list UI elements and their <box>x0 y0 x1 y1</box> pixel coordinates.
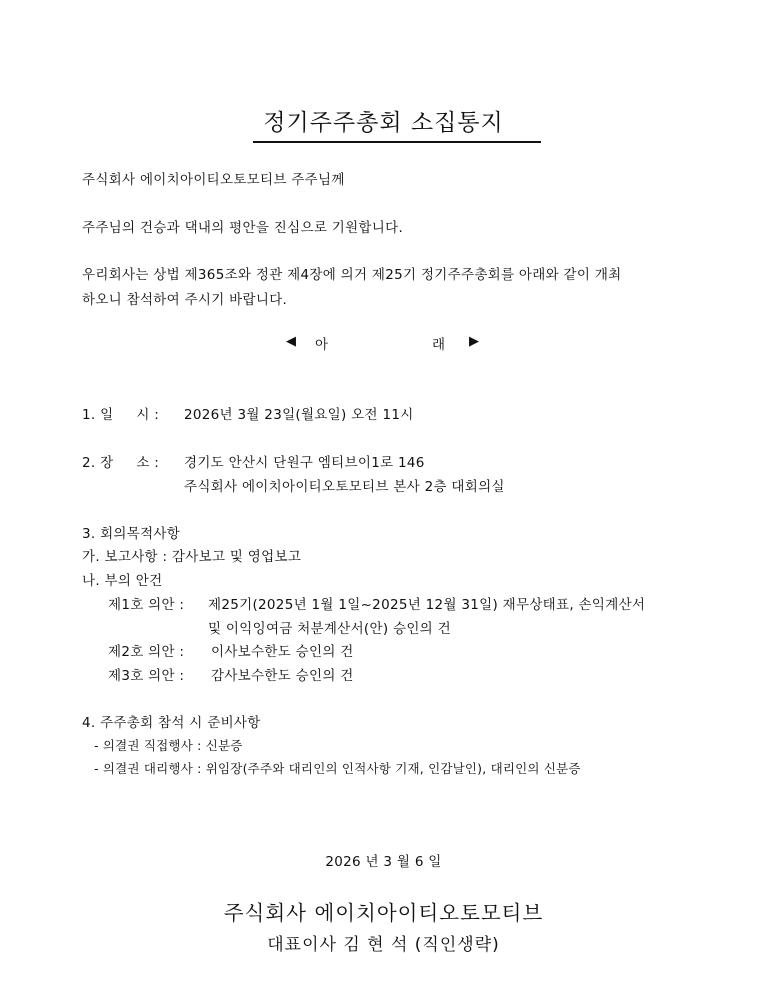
preparation-heading: 4. 주주총회 참석 시 준비사항 <box>82 715 261 731</box>
agenda-item-2-label: 제2호 의안 : <box>108 644 185 660</box>
notice-header-right: 래 <box>432 337 446 353</box>
intro-line-2: 하오니 참석하여 주시기 바랍니다. <box>82 292 288 308</box>
agenda-item-2-text: 이사보수한도 승인의 건 <box>211 644 354 660</box>
agenda-resolutions-heading: 나. 부의 안건 <box>82 573 163 589</box>
agenda-heading: 3. 회의목적사항 <box>82 526 181 542</box>
company-name: 주식회사 에이치아이티오토모티브 <box>223 901 544 925</box>
agenda-item-3-label: 제3호 의안 : <box>108 668 185 684</box>
notice-header-left: 아 <box>315 337 329 353</box>
datetime-label: 1. 일 시 : <box>82 407 160 423</box>
right-arrow-icon: ▶ <box>469 334 479 349</box>
document-title: 정기주주총회 소집통지 <box>263 110 504 136</box>
notice-date: 2026 년 3 월 6 일 <box>325 854 442 870</box>
agenda-item-1-line-1: 제25기(2025년 1월 1일~2025년 12월 31일) 재무상태표, 손익계산서 <box>208 597 646 613</box>
greeting: 주주님의 건승과 댁내의 평안을 진심으로 기원합니다. <box>82 220 404 236</box>
title-underline <box>253 141 541 143</box>
agenda-reports: 가. 보고사항 : 감사보고 및 영업보고 <box>82 549 302 565</box>
intro-line-1: 우리회사는 상법 제365조와 정관 제4장에 의거 제25기 정기주주총회를 아래와 같이 개최 <box>82 267 622 283</box>
agenda-item-1-line-2: 및 이익잉여금 처분계산서(안) 승인의 건 <box>208 621 451 637</box>
left-arrow-icon: ◀ <box>286 334 296 349</box>
preparation-item-1: - 의결권 직접행사 : 신분증 <box>94 738 243 753</box>
datetime-value: 2026년 3월 23일(월요일) 오전 11시 <box>184 407 414 423</box>
agenda-item-3-text: 감사보수한도 승인의 건 <box>211 668 354 684</box>
venue-line-2: 주식회사 에이치아이티오토모티브 본사 2층 대회의실 <box>184 479 505 495</box>
agenda-item-1-label: 제1호 의안 : <box>108 597 185 613</box>
preparation-item-2: - 의결권 대리행사 : 위임장(주주와 대리인의 인적사항 기재, 인감날인), 대리인의 신분증 <box>94 761 581 776</box>
venue-label: 2. 장 소 : <box>82 455 160 471</box>
representative: 대표이사 김 현 석 (직인생략) <box>267 935 500 955</box>
addressee: 주식회사 에이치아이티오토모티브 주주님께 <box>82 172 345 188</box>
venue-line-1: 경기도 안산시 단원구 엠티브이1로 146 <box>184 455 425 471</box>
